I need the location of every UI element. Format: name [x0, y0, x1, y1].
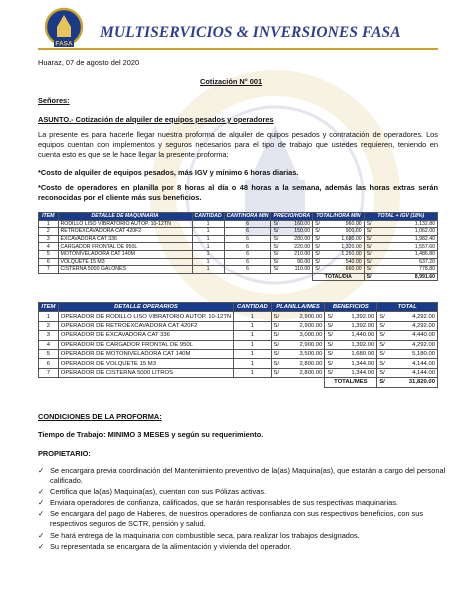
- table-row: [39, 235, 438, 243]
- total-min-cell: S/ 1,320.00: [313, 243, 365, 251]
- price-hour-cell: S/ 110.00: [271, 266, 313, 274]
- total-igv-cell: S/ 1,132.80: [364, 220, 437, 228]
- payroll-cell: S/ 3,500.00: [271, 349, 325, 358]
- benefits-cell: S/ 1,392.00: [325, 321, 377, 330]
- detail-cell: OPERADOR DE CARGADOR FRONTAL DE 950L: [58, 340, 233, 349]
- payroll-cell: S/ 2,900.00: [271, 312, 325, 321]
- quantity-cell: 1: [234, 321, 271, 330]
- checklist-item: [38, 542, 448, 552]
- quantity-cell: 1: [192, 258, 224, 266]
- col-benefits: BENEFICIOS: [325, 303, 377, 312]
- col-detail: DETALLE OPERARIOS: [58, 303, 233, 312]
- price-hour-cell: S/ 160.00: [271, 220, 313, 228]
- col-price-hour: PRECIO/HORA: [271, 213, 313, 221]
- empty-cell: [58, 378, 233, 387]
- item-cell: 3: [39, 331, 59, 340]
- benefits-cell: S/ 1,344.00: [325, 359, 377, 368]
- payroll-cell: S/ 2,800.00: [271, 359, 325, 368]
- logo-brand: FASA: [55, 40, 73, 48]
- salutation: Señores:: [38, 96, 70, 105]
- detail-cell: OPERADOR DE MOTONIVELADORA CAT 140M: [58, 349, 233, 358]
- quantity-cell: 1: [192, 266, 224, 274]
- operators-table-header: [39, 303, 438, 312]
- table-row: [39, 312, 438, 321]
- empty-cell: [39, 378, 59, 387]
- total-igv-cell: S/ 1,557.60: [364, 243, 437, 251]
- payroll-cell: S/ 2,900.00: [271, 340, 325, 349]
- company-name: MULTISERVICIOS & INVERSIONES FASA: [100, 24, 401, 41]
- item-cell: 1: [39, 220, 59, 228]
- document-date: Huaraz, 07 de agosto del 2020: [38, 58, 140, 67]
- min-hours-cell: 6: [224, 220, 271, 228]
- checklist-text: Certifica que la(as) Maquina(as), cuentan con sus Pólizas activas.: [50, 487, 267, 496]
- total-cell: S/ 4,144.00: [377, 359, 438, 368]
- table-row: [39, 340, 438, 349]
- subject: ASUNTO.- Cotización de alquiler de equipos pesados y operadores: [38, 115, 274, 124]
- document-title: Cotización N° 001: [200, 77, 263, 86]
- note-operators: *Costo de operadores en planilla por 8 horas al día o 48 horas a la semana, además las horas extras serán reconocidas por el cliente más sus beneficios.: [38, 183, 438, 202]
- item-cell: 4: [39, 340, 59, 349]
- benefits-cell: S/ 1,392.00: [325, 312, 377, 321]
- quantity-cell: 1: [234, 331, 271, 340]
- payroll-cell: S/ 3,000.00: [271, 331, 325, 340]
- table-row: [39, 331, 438, 340]
- operators-table: [38, 302, 438, 388]
- quantity-cell: 1: [192, 243, 224, 251]
- detail-cell: OPERADOR DE EXCAVADORA CAT 336: [58, 331, 233, 340]
- empty-cell: [271, 378, 325, 387]
- col-min-hours: CANT/HORA MIN: [224, 213, 271, 221]
- min-hours-cell: 6: [224, 228, 271, 236]
- col-item: ITEM: [39, 213, 59, 221]
- price-hour-cell: S/ 90.00: [271, 258, 313, 266]
- item-cell: 2: [39, 321, 59, 330]
- checklist-item: [38, 466, 448, 486]
- min-hours-cell: 6: [224, 250, 271, 258]
- total-min-cell: S/ 540.00: [313, 258, 365, 266]
- col-total-igv: TOTAL + IGV (18%): [364, 213, 437, 221]
- col-payroll: PLANILLA/MES: [271, 303, 325, 312]
- quantity-cell: 1: [234, 349, 271, 358]
- empty-cell: [58, 273, 192, 281]
- item-cell: 6: [39, 359, 59, 368]
- price-hour-cell: S/ 280.00: [271, 235, 313, 243]
- table-row: [39, 349, 438, 358]
- benefits-cell: S/ 1,392.00: [325, 340, 377, 349]
- total-cell: S/ 4,144.00: [377, 368, 438, 377]
- equipment-table: [38, 212, 438, 281]
- detail-cell: CISTERNA 5000 GALONES: [58, 266, 192, 274]
- checklist-item: [38, 487, 448, 497]
- total-min-cell: S/ 1,680.00: [313, 235, 365, 243]
- detail-cell: RODILLO LISO VIBRATORIO AUTOP. 10-12TN: [58, 220, 192, 228]
- table-row: [39, 258, 438, 266]
- total-min-cell: S/ 900.00: [313, 228, 365, 236]
- total-igv-cell: S/ 1,062.00: [364, 228, 437, 236]
- item-cell: 4: [39, 243, 59, 251]
- price-hour-cell: S/ 150.00: [271, 228, 313, 236]
- quantity-cell: 1: [234, 368, 271, 377]
- detail-cell: CARGADOR FRONTAL DE 950L: [58, 243, 192, 251]
- quantity-cell: 1: [234, 312, 271, 321]
- quantity-cell: 1: [192, 220, 224, 228]
- detail-cell: OPERADOR DE VOLQUETE 15 M3: [58, 359, 233, 368]
- checklist-item: [38, 509, 448, 529]
- empty-cell: [271, 273, 313, 281]
- table-row: [39, 228, 438, 236]
- total-cell: S/ 5,180.00: [377, 349, 438, 358]
- total-label: TOTAL/DIA: [313, 273, 365, 281]
- total-cell: S/ 4,292.00: [377, 321, 438, 330]
- min-hours-cell: 6: [224, 258, 271, 266]
- item-cell: 5: [39, 349, 59, 358]
- total-igv-cell: S/ 1,982.40: [364, 235, 437, 243]
- total-min-cell: S/ 960.00: [313, 220, 365, 228]
- quantity-cell: 1: [192, 235, 224, 243]
- min-hours-cell: 6: [224, 235, 271, 243]
- total-igv-cell: S/ 778.80: [364, 266, 437, 274]
- checkmark-icon: ✓: [38, 509, 45, 518]
- col-quantity: CANTIDAD: [192, 213, 224, 221]
- col-item: ITEM: [39, 303, 59, 312]
- total-igv-cell: S/ 1,486.80: [364, 250, 437, 258]
- price-hour-cell: S/ 210.00: [271, 250, 313, 258]
- detail-cell: OPERADOR DE CISTERNA 5000 LITROS: [58, 368, 233, 377]
- quantity-cell: 1: [192, 228, 224, 236]
- item-cell: 3: [39, 235, 59, 243]
- total-row: [39, 378, 438, 387]
- table-row: [39, 368, 438, 377]
- benefits-cell: S/ 1,440.00: [325, 331, 377, 340]
- checklist-item: [38, 531, 448, 541]
- table-row: [39, 321, 438, 330]
- detail-cell: RETROEXCAVADORA CAT 420F2: [58, 228, 192, 236]
- note-equipment: *Costo de alquiler de equipos pesados, más IGV y mínimo 6 horas diarias.: [38, 168, 299, 177]
- total-value: S/ 31,820.00: [377, 378, 438, 387]
- owner-heading: PROPIETARIO:: [38, 449, 91, 458]
- payroll-cell: S/ 2,800.00: [271, 368, 325, 377]
- detail-cell: EXCAVADORA CAT 336: [58, 235, 192, 243]
- total-label: TOTAL/MES: [325, 378, 377, 387]
- total-cell: S/ 4,292.00: [377, 312, 438, 321]
- quantity-cell: 1: [234, 359, 271, 368]
- total-value: S/ 8,991.60: [364, 273, 437, 281]
- detail-cell: OPERADOR DE RODILLO LISO VIBRATORIO AUTOP. 10-12TN: [58, 312, 233, 321]
- checklist-text: Se hará entrega de la maquinaria con combustible seca, para realizar los trabajos designados.: [50, 531, 360, 540]
- table-row: [39, 220, 438, 228]
- checkmark-icon: ✓: [38, 542, 45, 551]
- item-cell: 1: [39, 312, 59, 321]
- table-row: [39, 359, 438, 368]
- col-quantity: CANTIDAD: [234, 303, 271, 312]
- empty-cell: [192, 273, 224, 281]
- table-row: [39, 243, 438, 251]
- col-total: TOTAL: [377, 303, 438, 312]
- company-logo: [40, 7, 88, 49]
- checkmark-icon: ✓: [38, 487, 45, 496]
- checkmark-icon: ✓: [38, 498, 45, 507]
- table-row: [39, 250, 438, 258]
- empty-cell: [39, 273, 59, 281]
- total-min-cell: S/ 660.00: [313, 266, 365, 274]
- checklist-text: Se encargara previa coordinación del Mantenimiento preventivo de la(as) Maquina(as), que estarán a cargo del personal calificado.: [50, 466, 446, 485]
- item-cell: 6: [39, 258, 59, 266]
- checkmark-icon: ✓: [38, 531, 45, 540]
- col-total-min: TOTAL/HORA MIN: [313, 213, 365, 221]
- checklist-text: Se encargara del pago de Haberes, de nuestros operadores de confianza con sus respectivos beneficios, con sus respectivos seguros de SCTR, pensión y salud.: [50, 509, 424, 528]
- benefits-cell: S/ 1,680.00: [325, 349, 377, 358]
- total-min-cell: S/ 1,260.00: [313, 250, 365, 258]
- conditions-heading: CONDICIONES DE LA PROFORMA:: [38, 412, 162, 421]
- price-hour-cell: S/ 220.00: [271, 243, 313, 251]
- item-cell: 7: [39, 266, 59, 274]
- quantity-cell: 1: [234, 340, 271, 349]
- benefits-cell: S/ 1,344.00: [325, 368, 377, 377]
- detail-cell: MOTONIVELADORA CAT 140M: [58, 250, 192, 258]
- checklist-text: Su representada se encargara de la alimentación y vivienda del operador.: [50, 542, 292, 551]
- item-cell: 2: [39, 228, 59, 236]
- detail-cell: VOLQUETE 15 M3: [58, 258, 192, 266]
- table-row: [39, 266, 438, 274]
- item-cell: 7: [39, 368, 59, 377]
- empty-cell: [234, 378, 271, 387]
- payroll-cell: S/ 2,900.00: [271, 321, 325, 330]
- total-cell: S/ 4,440.00: [377, 331, 438, 340]
- header-rule: [38, 48, 438, 50]
- checklist-item: [38, 498, 448, 508]
- total-row: [39, 273, 438, 281]
- equipment-table-header: [39, 213, 438, 221]
- quantity-cell: 1: [192, 250, 224, 258]
- empty-cell: [224, 273, 271, 281]
- checklist-text: Enviara operadores de confianza, calificados, que se harán responsables de sus respectivas maquinarias.: [50, 498, 398, 507]
- min-hours-cell: 6: [224, 266, 271, 274]
- total-igv-cell: S/ 637.20: [364, 258, 437, 266]
- min-hours-cell: 6: [224, 243, 271, 251]
- detail-cell: OPERADOR DE RETROEXCAVADORA CAT 420F2: [58, 321, 233, 330]
- col-detail: DETALLE DE MAQUINARIA: [58, 213, 192, 221]
- work-time: Tiempo de Trabajo: MINIMO 3 MESES y según su requerimiento.: [38, 430, 264, 439]
- intro-paragraph: La presente es para hacerle llegar nuestra proforma de alquiler de quipos pesados y contratación de operadores. Los equipos cuentan con implementos y seguros necesarios para el tipo de trabajo que ustedes requieren, teniendo en cuenta esto es que se le hace llegar la presente proforma:: [38, 130, 438, 159]
- total-cell: S/ 4,292.00: [377, 340, 438, 349]
- checkmark-icon: ✓: [38, 466, 45, 475]
- item-cell: 5: [39, 250, 59, 258]
